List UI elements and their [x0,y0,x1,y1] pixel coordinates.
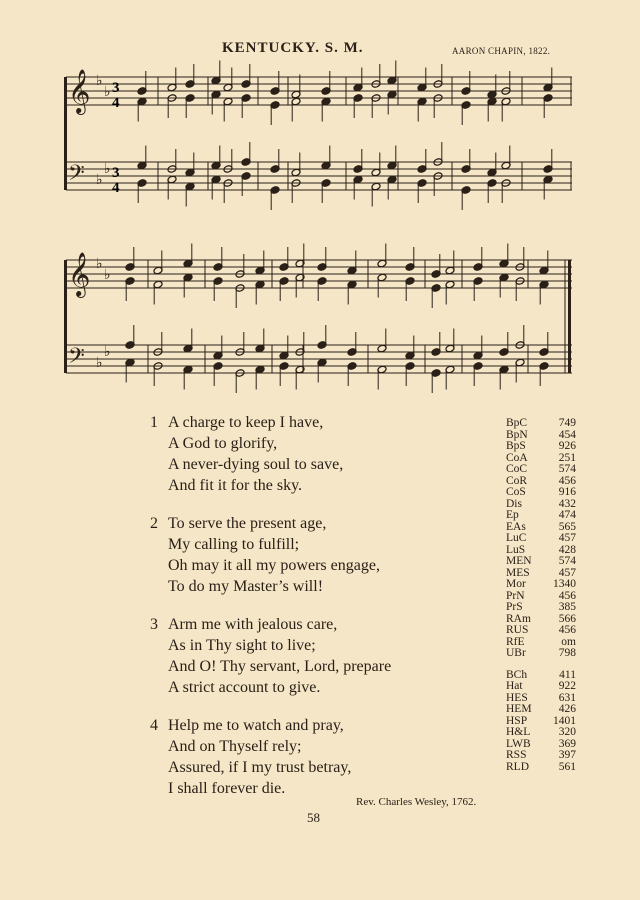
reference-number: 798 [558,647,576,659]
flat-icon: ♭ [104,267,111,283]
reference-number: 926 [558,440,576,452]
reference-code: RSS [506,749,527,761]
reference-code: Ep [506,509,519,521]
reference-number: 251 [558,451,576,464]
time-sig-top-bass: 3 [112,165,120,181]
stanza-number: 3 [150,616,158,633]
reference-number: 397 [558,749,576,761]
verse-line: Oh may it all my powers engage, [168,557,380,574]
reference-code: Mor [506,578,526,590]
reference-number: 916 [558,486,576,498]
treble-clef-icon: 𝄞 [68,69,91,113]
reference-code: Hat [506,680,523,692]
reference-number: 411 [559,668,576,681]
reference-code: CoS [506,486,526,498]
reference-number: 574 [558,555,576,567]
verse-line: To do my Master’s will! [168,578,324,595]
verse-line: A God to glorify, [168,435,278,452]
stanza-3 [150,614,490,698]
reference-code: CoR [506,474,528,487]
hymn-title: KENTUCKY. S. M. [222,40,364,56]
time-sig-bottom-bass: 4 [112,180,120,196]
reference-code: MES [506,566,530,579]
reference-number: 574 [558,463,576,475]
stanza-1 [150,412,490,496]
reference-code: RfE [506,635,525,648]
reference-number: 566 [558,612,576,625]
music-score [0,0,640,400]
reference-entry [506,762,576,774]
stanza-number: 2 [150,515,158,532]
flat-icon: ♭ [104,84,111,100]
reference-code: UBr [506,647,526,659]
system-bracket [64,260,67,373]
hymnal-references [506,418,576,773]
reference-number: om [561,635,576,648]
reference-number: 369 [558,737,576,750]
time-sig-bottom-treble: 4 [112,95,120,111]
reference-entry [506,556,576,568]
reference-number: 426 [558,703,576,715]
verse-line: I shall forever die. [168,780,286,797]
composer-credit: AARON CHAPIN, 1822. [452,46,551,56]
verse-line: Assured, if I my trust betray, [168,759,352,776]
flat-icon: ♭ [96,256,103,272]
stanza-number: 4 [150,717,158,734]
reference-code: RUS [506,624,529,636]
reference-entry [506,441,576,453]
verse-line: As in Thy sight to live; [168,637,316,654]
reference-entry [506,579,576,591]
stanza-number: 1 [150,414,158,431]
reference-code: RLD [506,760,529,773]
flat-icon: ♭ [96,73,103,89]
flat-icon: ♭ [104,344,111,360]
reference-code: PrN [506,589,525,602]
reference-entry [506,533,576,545]
reference-code: CoA [506,451,528,464]
reference-code: LWB [506,737,531,750]
treble-clef-icon: 𝄞 [68,252,91,296]
reference-number: 631 [558,691,576,704]
reference-entry [506,602,576,614]
reference-code: HSP [506,714,528,727]
stanza-2 [150,513,490,597]
reference-number: 456 [558,624,576,636]
time-signature-bass [112,165,120,196]
reference-entry [506,418,576,430]
reference-code: H&L [506,726,531,738]
system-bracket [64,77,67,190]
stanza-4 [150,715,490,799]
reference-number: 457 [558,566,576,579]
reference-number: 922 [558,680,576,692]
reference-code: Dis [506,497,522,510]
bass-clef-icon: 𝄢 [68,344,85,374]
verse-line: And O! Thy servant, Lord, prepare [168,658,392,675]
reference-number: 456 [558,474,576,487]
flat-icon: ♭ [96,355,103,371]
reference-code: BpN [506,428,528,441]
final-barline-thick [568,260,571,373]
reference-code: CoC [506,463,528,475]
reference-gap [506,660,576,670]
verse-line: And on Thyself rely; [168,738,302,755]
verse-line: To serve the present age, [168,515,327,532]
score-systems [64,61,572,394]
verse-line: And fit it for the sky. [168,477,303,494]
reference-code: HES [506,691,528,704]
reference-entry [506,727,576,739]
reference-number: 385 [558,601,576,613]
reference-number: 1340 [553,578,576,590]
reference-code: RAm [506,612,531,625]
reference-entry [506,704,576,716]
reference-number: 320 [558,726,576,738]
reference-number: 457 [558,532,576,544]
verse-line: Help me to watch and pray, [168,717,344,734]
reference-number: 749 [558,417,576,429]
reference-entry [506,750,576,762]
reference-code: BpC [506,417,528,429]
reference-number: 456 [558,589,576,602]
reference-code: LuC [506,532,527,544]
reference-code: BCh [506,668,528,681]
reference-code: LuS [506,543,526,556]
verse-line: A never-dying soul to save, [168,456,344,473]
reference-entry [506,487,576,499]
time-signature-treble [112,80,120,111]
reference-number: 474 [558,509,576,521]
reference-code: MEN [506,555,532,567]
reference-number: 432 [558,497,576,510]
reference-code: EAs [506,520,526,533]
bass-clef-icon: 𝄢 [68,161,85,191]
verse-line: A strict account to give. [168,679,321,696]
reference-entry [506,464,576,476]
reference-entry [506,648,576,660]
flat-icon: ♭ [96,172,103,188]
reference-number: 454 [558,428,576,441]
reference-entry [506,681,576,693]
time-sig-top-treble: 3 [112,80,120,96]
page-number: 58 [307,810,320,825]
reference-code: BpS [506,440,526,452]
reference-number: 1401 [553,714,576,727]
reference-number: 428 [558,543,576,556]
reference-number: 561 [558,760,576,773]
reference-code: PrS [506,601,523,613]
reference-code: HEM [506,703,532,715]
verses [150,412,490,816]
author-credit: Rev. Charles Wesley, 1762. [356,796,477,808]
reference-entry [506,625,576,637]
reference-number: 565 [558,520,576,533]
reference-entry [506,510,576,522]
flat-icon: ♭ [104,161,111,177]
verse-line: Arm me with jealous care, [168,616,338,633]
verse-line: My calling to fulfill; [168,536,300,553]
verse-line: A charge to keep I have, [168,414,324,431]
